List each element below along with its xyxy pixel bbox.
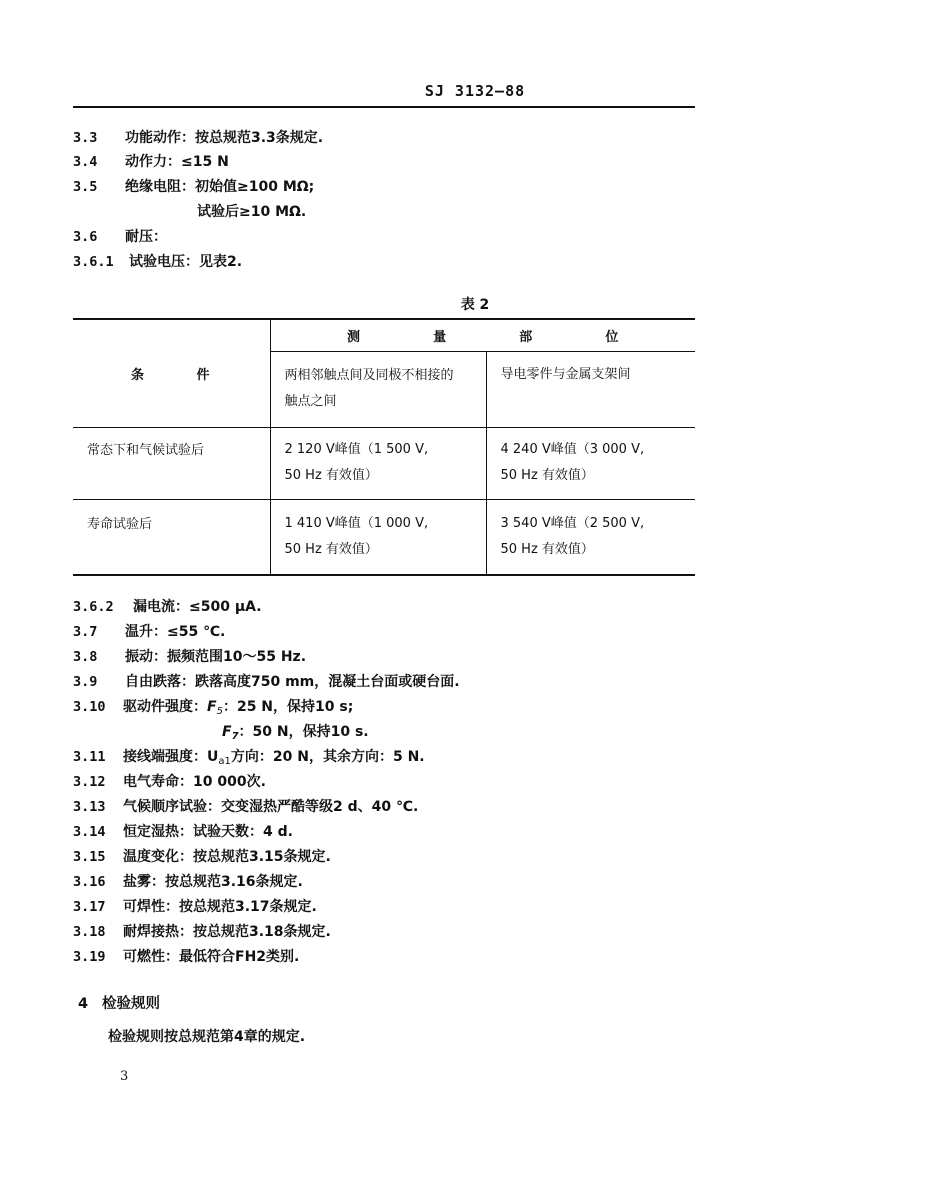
clause-number: 3.5 [73,179,98,195]
value-line: 4 240 V峰值（3 000 V, [500,442,645,457]
clause-number: 3.6 [73,229,98,245]
clause-number: 3.14 [73,824,106,840]
section-4-body: 检验规则按总规范第4章的规定. [108,1029,306,1045]
clause-number: 3.17 [73,899,106,915]
clause-text: 方向：20 N，其余方向：5 N. [230,749,425,765]
clause-3-6-2 [73,597,262,617]
clause-3-8 [73,647,306,667]
value-line: 50 Hz 有效值） [500,541,594,557]
clause-3-9 [73,672,460,692]
clause-text: 气候顺序试验：交变湿热严酷等级2 d、40 ℃. [123,799,419,815]
clause-3-6-1 [73,252,242,272]
clause-number: 3.4 [73,154,98,170]
clause-text: 试验电压：见表2. [129,254,243,270]
clause-text: 功能动作：按总规范3.3条规定. [125,130,324,146]
value-cell-a [270,427,486,499]
clause-3-7 [73,622,225,642]
col-a-header [270,351,486,427]
table-header-row [73,319,695,351]
force-subscript: 5 [216,706,223,717]
clause-number: 3.15 [73,849,106,865]
measure-header-char: 位 [605,329,619,345]
clause-text: 耐焊接热：按总规范3.18条规定. [123,924,331,940]
measure-header-char: 部 [519,329,533,345]
measure-header-char: 量 [433,329,447,345]
col-b-header-line: 导电零件与金属支架间 [500,366,631,382]
condition-cell: 常态下和气候试验后 [73,427,270,499]
document-code-header: SJ 3132—88 [424,82,526,100]
clause-text: 温度变化：按总规范3.15条规定. [123,849,331,865]
clause-3-10-continuation [222,722,369,747]
terminal-subscript: a1 [218,756,231,767]
value-line: 50 Hz 有效值） [284,468,378,483]
value-line: 50 Hz 有效值） [500,468,594,483]
clause-text: 漏电流：≤500 μA. [133,599,262,615]
clause-text: 恒定湿热：试验天数：4 d. [123,824,293,840]
value-line: 2 120 V峰值（1 500 V, [284,442,429,457]
clause-3-5-continuation: 试验后≥10 MΩ. [197,204,307,220]
col-b-header [486,351,695,427]
condition-cell: 寿命试验后 [73,499,270,575]
value-line: 1 410 V峰值（1 000 V, [284,515,429,531]
clause-3-19 [73,947,299,967]
value-cell-a [270,499,486,575]
clause-3-3 [73,128,323,148]
clause-3-17 [73,897,317,917]
table-caption: 表 2 [460,297,490,313]
clause-number: 3.12 [73,774,106,790]
force-symbol: F [207,699,217,715]
table-row [73,499,695,575]
clause-number: 3.18 [73,924,106,940]
clause-text: 盐雾：按总规范3.16条规定. [123,874,303,890]
header-rule [73,106,695,108]
page-number: 3 [120,1069,129,1084]
value-line: 50 Hz 有效值） [284,541,378,557]
measure-header-char: 测 [347,329,361,345]
col-a-header-line: 触点之间 [284,394,337,409]
clause-text: 振动：振频范围10～55 Hz. [125,649,307,665]
test-voltage-table [73,318,695,576]
clause-number: 3.11 [73,749,106,765]
condition-header-char: 件 [196,367,210,383]
col-a-header-line: 两相邻触点间及同极不相接的 [284,368,454,383]
clause-number: 3.6.1 [73,254,114,270]
clause-text: 驱动件强度： [123,699,207,715]
clause-text: 绝缘电阻：初始值≥100 MΩ; [125,179,315,195]
clause-number: 3.6.2 [73,599,114,615]
clause-text: ：50 N，保持10 s. [238,724,369,740]
value-line: 3 540 V峰值（2 500 V, [500,515,645,531]
condition-header-char: 条 [131,367,145,383]
clause-text: 温升：≤55 ℃. [125,624,226,640]
section-4-heading [78,992,160,1013]
clause-3-11 [73,747,425,772]
clause-text: ：25 N，保持10 s; [222,699,354,715]
section-title: 检验规则 [102,996,160,1012]
force-subscript: 7 [231,731,239,742]
clause-3-15 [73,847,331,867]
clause-text: 接线端强度：U [123,749,219,765]
clause-3-16 [73,872,303,892]
clause-number: 3.8 [73,649,98,665]
clause-number: 3.3 [73,130,98,146]
clause-text: 耐压： [125,229,167,245]
table-row [73,427,695,499]
clause-3-13 [73,797,418,817]
clause-3-10 [73,697,353,722]
clause-text: 电气寿命：10 000次. [123,774,266,790]
value-cell-b [486,499,695,575]
measure-location-header [270,319,695,351]
value-cell-b [486,427,695,499]
clause-3-5 [73,177,314,197]
condition-header-cell [73,319,270,427]
clause-3-4 [73,152,229,172]
clause-3-18 [73,922,331,942]
section-number: 4 [78,996,89,1012]
clause-3-12 [73,772,266,792]
clause-number: 3.13 [73,799,106,815]
force-symbol: F [222,724,232,740]
clause-number: 3.19 [73,949,106,965]
clause-number: 3.7 [73,624,98,640]
clause-3-14 [73,822,293,842]
clause-number: 3.9 [73,674,98,690]
clause-text: 自由跌落：跌落高度750 mm，混凝土台面或硬台面. [125,674,460,690]
clause-number: 3.16 [73,874,106,890]
clause-text: 可焊性：按总规范3.17条规定. [123,899,317,915]
clause-text: 可燃性：最低符合FH2类别. [123,949,300,965]
clause-3-6 [73,227,167,247]
clause-number: 3.10 [73,699,106,715]
clause-text: 动作力：≤15 N [125,154,229,170]
